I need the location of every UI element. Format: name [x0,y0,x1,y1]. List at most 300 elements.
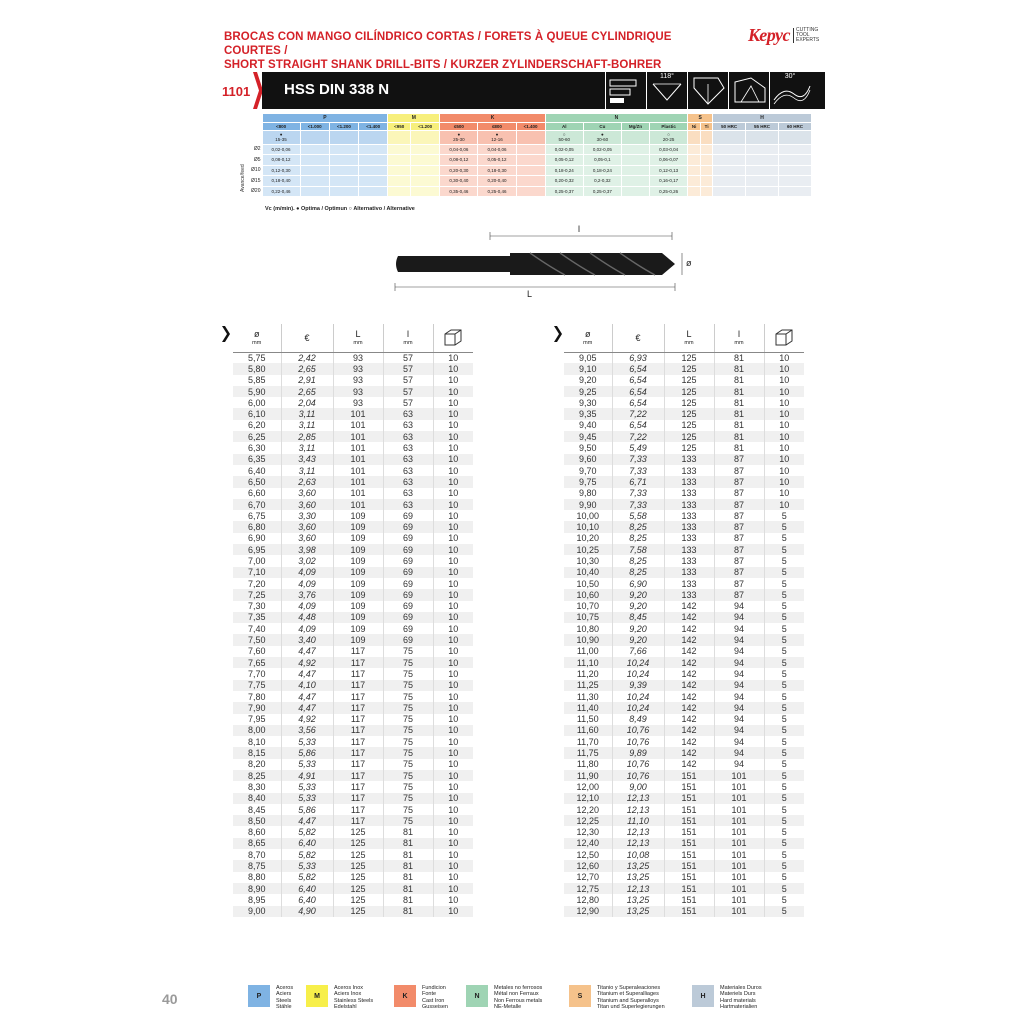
material-name-line: Hartmaterialien [720,1003,758,1010]
diameter-cell: 9,35 [564,408,612,419]
table-row [233,623,473,634]
table-row [564,781,804,792]
pack-qty-cell: 10 [433,601,473,612]
table-row [233,476,473,487]
flute-length-cell: 81 [714,386,764,397]
material-name-line: Materiels Durs [720,991,756,998]
feed-value [688,176,701,187]
feed-diameter: Ø10 [240,165,262,176]
flute-length-cell: 69 [383,533,433,544]
vc-cell [478,130,516,144]
diameter-cell: 7,65 [233,657,281,668]
vc-value: 15-35 [275,137,287,142]
price-cell: 7,33 [612,454,664,465]
overall-length-cell: 125 [664,408,714,419]
feed-value [388,186,411,197]
overall-length-cell: 117 [333,736,383,747]
price-cell: 8,49 [612,714,664,725]
table-row [233,725,473,736]
overall-length-cell: 109 [333,544,383,555]
feed-value: 0,02-0,06 [262,144,300,155]
overall-length-cell: 125 [664,420,714,431]
overall-length-cell: 133 [664,465,714,476]
price-cell: 4,47 [281,815,333,826]
overall-length-cell: 133 [664,567,714,578]
price-cell: 9,20 [612,601,664,612]
table-row [233,883,473,894]
vc-mark: ○ [667,132,670,137]
vc-cell [778,130,811,144]
feed-value [621,144,649,155]
pack-qty-cell: 5 [764,759,804,770]
diameter-cell: 10,25 [564,544,612,555]
overall-length-cell: 109 [333,533,383,544]
flute-length-cell: 81 [714,352,764,363]
table-row [233,612,473,623]
diameter-cell: 8,15 [233,747,281,758]
pack-qty-cell: 5 [764,872,804,883]
overall-length-cell: 125 [333,826,383,837]
feed-value [388,176,411,187]
diameter-cell: 9,70 [578,465,597,476]
overall-length-cell: 142 [664,657,714,668]
flute-length-cell: 101 [714,826,764,837]
material-name-line: Fonte [422,991,437,998]
price-cell: 10,08 [612,849,664,860]
vc-mark: ● [495,132,499,137]
diameter-cell: 11,80 [576,759,599,770]
vc-cell [621,130,649,144]
diameter-cell: 7,60 [247,646,266,657]
overall-length-cell: 117 [333,804,383,815]
price-cell: 10,76 [612,759,664,770]
feed-value: 0,03-0,04 [650,144,688,155]
overall-length-cell: 142 [664,634,714,645]
pack-qty-cell: 10 [433,872,473,883]
flute-length-cell: 101 [714,872,764,883]
flute-length-cell: 63 [383,442,433,453]
price-cell: 4,10 [281,680,333,691]
flute-length-cell: 75 [383,646,433,657]
pack-qty-cell: 5 [764,510,804,521]
table-row [233,714,473,725]
flute-length-cell: 75 [383,781,433,792]
price-cell: 8,25 [612,555,664,566]
feed-value [359,165,388,176]
price-cell: 3,76 [281,589,333,600]
diameter-cell: 6,25 [233,431,281,442]
price-cell: 2,65 [281,386,333,397]
price-cell: 9,20 [612,589,664,600]
overall-length-cell: 151 [664,883,714,894]
table-row [233,488,473,499]
vc-value: 25-30 [453,137,465,142]
flute-length-cell: 69 [383,623,433,634]
table-row [233,826,473,837]
flute-length-cell: 75 [383,680,433,691]
pack-qty-cell: 5 [764,793,804,804]
diameter-cell: 8,40 [233,793,281,804]
price-cell: 6,40 [281,883,333,894]
table-row [564,533,804,544]
price-cell: 10,24 [612,691,664,702]
flute-length-cell: 75 [383,714,433,725]
flute-length-label: l [578,224,580,234]
feed-value: 0,12-0,30 [262,165,300,176]
feed-value: 0,05-0,12 [478,155,516,166]
overall-length-cell: 125 [333,849,383,860]
cutting-edge-icon [728,72,769,109]
table-row [564,476,804,487]
material-name-line: Stainless Steels [334,997,374,1004]
table-row [564,680,804,691]
price-cell: 4,47 [281,702,333,713]
price-cell: 12,13 [612,793,664,804]
price-cell: 2,91 [281,375,333,386]
material-subheader: 55 HRC [746,122,779,130]
feed-value: 0,20-0,30 [440,165,478,176]
pack-qty-cell: 5 [764,826,804,837]
material-description [334,985,373,1010]
pack-qty-cell: 5 [764,770,804,781]
flute-length-cell: 94 [714,714,764,725]
flute-length-cell: 81 [383,883,433,894]
diameter-cell: 12,75 [564,883,612,894]
diameter-cell: 8,65 [233,838,281,849]
flute-length-cell: 87 [714,465,764,476]
table-row [233,702,473,713]
feed-value [688,144,701,155]
overall-length-cell: 142 [664,714,714,725]
overall-length-cell: 151 [664,860,714,871]
feed-value: 0,05-0,12 [545,155,583,166]
feed-axis-label: Avance/feed [240,164,246,192]
overall-length-cell: 93 [333,397,383,408]
table-row [564,793,804,804]
price-cell: 2,65 [281,363,333,374]
flute-length-cell: 75 [383,702,433,713]
diameter-cell: 12,50 [576,849,600,860]
table-row [233,781,473,792]
price-cell: 4,09 [281,578,333,589]
table-row [233,691,473,702]
material-subheader: ≤800 [478,122,516,130]
feed-value: 0,12-0,13 [650,165,688,176]
flute-length-cell: 81 [714,408,764,419]
material-name-line: Fundicion [422,985,446,991]
diameter-cell: 11,60 [564,725,612,736]
diameter-label: ø [686,258,692,268]
overall-length-cell: 101 [333,465,383,476]
overall-length-cell: 117 [333,668,383,679]
price-cell: 9,20 [612,623,664,634]
page-title [224,30,724,72]
flute-length-cell: 69 [383,555,433,566]
table-row [564,668,804,679]
col-price: € [281,324,333,352]
section-arrow-icon [222,326,230,342]
flute-length-cell: 101 [714,793,764,804]
table-row [564,646,804,657]
feed-value: 0,08-0,12 [262,155,300,166]
vc-cell [713,130,746,144]
diameter-cell: 10,10 [564,521,612,532]
vc-cell [583,130,621,144]
diameter-cell: 6,10 [233,408,281,419]
flute-length-cell: 69 [383,634,433,645]
flute-length-cell: 81 [383,849,433,860]
diameter-cell: 12,40 [564,838,612,849]
overall-length-cell: 142 [664,680,714,691]
material-name-line: Edelstahl [334,1003,357,1010]
material-name-line: Aciers [276,991,292,998]
material-name-line: Non Ferrous metals [494,997,543,1004]
price-cell: 2,42 [281,352,333,363]
diameter-cell: 10,70 [576,601,600,612]
material-name-line: Gusseisen [422,1003,448,1010]
feed-value [688,186,701,197]
flute-length-cell: 101 [714,894,764,905]
price-cell: 5,82 [281,872,333,883]
pack-qty-cell: 5 [764,657,804,668]
pack-qty-cell: 5 [764,860,804,871]
diameter-cell: 8,95 [247,894,266,905]
overall-length-cell: 142 [664,623,714,634]
pack-qty-cell: 10 [764,454,804,465]
material-name-line: Titanio y Superaleaciones [597,985,661,991]
feed-value: 0,35-0,46 [440,186,478,197]
table-row [564,363,804,374]
vc-cell [359,130,388,144]
pack-qty-cell: 10 [433,623,473,634]
price-cell: 5,86 [281,747,333,758]
table-row [564,657,804,668]
feed-value [621,165,649,176]
overall-length-cell: 133 [664,533,714,544]
price-cell: 6,40 [281,838,333,849]
price-cell: 3,43 [281,454,333,465]
pack-qty-cell: 5 [764,736,804,747]
pack-qty-cell: 5 [764,883,804,894]
col-pack-qty [433,324,473,352]
material-name-line: Cast Iron [422,997,445,1004]
flute-length-cell: 94 [714,612,764,623]
flute-length-cell: 81 [714,397,764,408]
flute-length-cell: 69 [383,510,433,521]
price-cell: 13,25 [612,872,664,883]
diameter-cell: 5,75 [247,352,266,363]
pack-qty-cell: 10 [433,555,473,566]
table-row [564,555,804,566]
flute-length-cell: 87 [714,488,764,499]
overall-length-cell: 117 [333,646,383,657]
price-cell: 4,47 [281,668,333,679]
feed-value [688,165,701,176]
flute-length-cell: 101 [714,815,764,826]
diameter-cell: 10,30 [576,555,600,566]
diameter-cell: 10,90 [564,634,612,645]
feed-value [388,155,411,166]
feed-value [746,165,779,176]
pack-qty-cell: 5 [764,578,804,589]
price-cell: 3,60 [281,521,333,532]
pack-qty-cell: 10 [433,578,473,589]
flute-length-cell: 94 [714,680,764,691]
feed-value [329,155,358,166]
table-row [564,465,804,476]
diameter-cell: 8,80 [247,872,266,883]
feed-value: 0,20-0,32 [545,176,583,187]
flute-length-cell: 101 [714,838,764,849]
price-cell: 4,90 [281,906,333,917]
feed-value [778,155,811,166]
overall-length-cell: 151 [664,872,714,883]
flute-length-cell: 87 [714,510,764,521]
product-code: 1101 [222,83,251,99]
overall-length-cell: 133 [664,589,714,600]
feed-value [746,144,779,155]
feed-value [746,186,779,197]
overall-length-cell: 133 [664,555,714,566]
diameter-cell: 12,25 [564,815,612,826]
flute-length-cell: 81 [714,375,764,386]
table-row [564,499,804,510]
table-row [233,521,473,532]
feed-value: 0,18-0,30 [478,165,516,176]
price-cell: 8,25 [612,567,664,578]
material-name-line: Metales no ferrosos [494,985,543,991]
drill-bit-illustration [390,222,700,302]
table-row [564,521,804,532]
feed-value: 0,30-0,40 [440,176,478,187]
col-price: € [612,324,664,352]
diameter-cell: 9,05 [578,352,597,363]
overall-length-cell: 101 [333,420,383,431]
flute-length-cell: 69 [383,612,433,623]
pack-qty-cell: 10 [433,612,473,623]
overall-length-cell: 93 [333,375,383,386]
overall-length-cell: 117 [333,657,383,668]
feed-value [713,144,746,155]
feed-value [411,176,440,187]
diameter-cell: 11,10 [564,657,612,668]
diameter-cell: 12,60 [564,860,612,871]
overall-length-cell: 151 [664,781,714,792]
table-row [233,815,473,826]
pack-qty-cell: 5 [764,702,804,713]
table-row [564,883,804,894]
diameter-cell: 6,75 [247,510,266,521]
pack-qty-cell: 10 [433,736,473,747]
flute-length-cell: 81 [383,826,433,837]
material-subheader: Mg/Zn [621,122,649,130]
price-cell: 8,25 [612,521,664,532]
flute-length-cell: 81 [714,442,764,453]
feed-value: 0,18-0,24 [583,165,621,176]
table-row [233,849,473,860]
overall-length-cell: 151 [664,793,714,804]
pack-qty-cell: 10 [433,544,473,555]
diameter-cell: 11,30 [576,691,599,702]
overall-length-cell: 109 [333,601,383,612]
flute-length-cell: 63 [383,488,433,499]
table-row [233,657,473,668]
pack-qty-cell: 10 [433,781,473,792]
material-legend-item [394,985,448,1010]
feed-diameter: Ø5 [240,155,262,166]
diameter-cell: 11,20 [576,668,599,679]
diameter-cell: 8,60 [247,827,266,838]
pack-qty-cell: 10 [433,646,473,657]
flute-length-cell: 81 [383,838,433,849]
table-row [564,589,804,600]
overall-length-cell: 125 [333,883,383,894]
table-row [564,714,804,725]
col-overall-length: L mm [333,324,383,352]
price-cell: 8,45 [612,612,664,623]
flute-length-cell: 94 [714,725,764,736]
pack-qty-cell: 10 [433,397,473,408]
diameter-cell: 8,70 [247,849,266,860]
diameter-cell: 7,25 [233,589,281,600]
flute-length-cell: 63 [383,476,433,487]
overall-length-cell: 117 [333,680,383,691]
vc-cell [388,130,411,144]
pack-qty-cell: 10 [433,725,473,736]
feed-value [713,176,746,187]
feed-row [240,186,812,197]
table-row [564,352,804,363]
diameter-cell: 10,80 [576,623,600,634]
flute-length-cell: 87 [714,521,764,532]
overall-length-cell: 133 [664,578,714,589]
pack-qty-cell: 10 [433,499,473,510]
price-cell: 5,82 [281,826,333,837]
price-cell: 7,66 [612,646,664,657]
pack-qty-cell: 10 [433,770,473,781]
flute-length-cell: 94 [714,747,764,758]
flute-length-cell: 87 [714,589,764,600]
diameter-cell: 9,80 [578,488,597,499]
price-cell: 6,90 [612,578,664,589]
overall-length-cell: 117 [333,714,383,725]
product-band [222,72,812,109]
price-cell: 7,22 [612,431,664,442]
pack-qty-cell: 10 [433,702,473,713]
feed-value [701,165,713,176]
pack-qty-cell: 10 [433,454,473,465]
overall-length-cell: 117 [333,691,383,702]
pack-qty-cell: 10 [433,465,473,476]
corner-cell [240,122,262,130]
flute-length-cell: 75 [383,770,433,781]
material-subheader: <1.200 [411,122,440,130]
price-cell: 3,60 [281,499,333,510]
feed-value [411,165,440,176]
feed-value: 0,18-0,24 [545,165,583,176]
flute-length-cell: 87 [714,454,764,465]
table-row [564,872,804,883]
feed-value: 0,18-0,40 [262,176,300,187]
diameter-cell: 10,60 [564,589,612,600]
feed-value: 0,06-0,07 [650,155,688,166]
material-group-S: S [688,114,713,122]
price-cell: 3,30 [281,510,333,521]
flute-length-cell: 87 [714,578,764,589]
feed-value [778,165,811,176]
price-cell: 5,49 [612,442,664,453]
overall-length-cell: 125 [664,397,714,408]
